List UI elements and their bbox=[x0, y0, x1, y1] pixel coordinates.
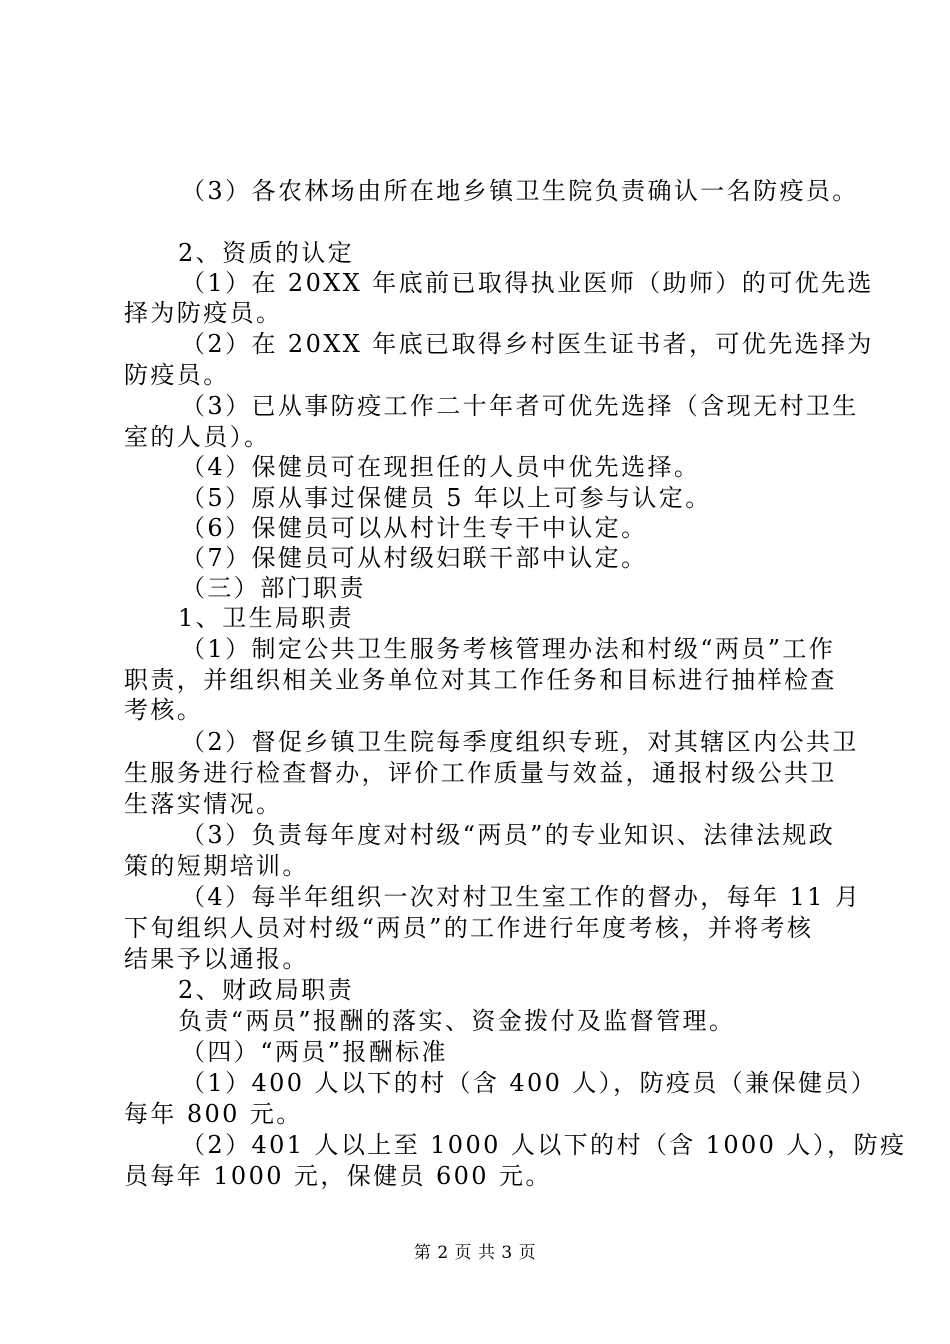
paragraph-line: （1）制定公共卫生服务考核管理办法和村级“两员”工作 bbox=[181, 635, 836, 663]
paragraph-line: 员每年 1000 元，保健员 600 元。 bbox=[124, 1162, 552, 1190]
paragraph-line: 每年 800 元。 bbox=[124, 1100, 303, 1128]
section-heading: 2、资质的认定 bbox=[178, 239, 355, 267]
paragraph-line: 室的人员）。 bbox=[124, 423, 271, 451]
paragraph-line: （3）各农林场由所在地乡镇卫生院负责确认一名防疫员。 bbox=[181, 177, 859, 205]
paragraph-line: （7）保健员可从村级妇联干部中认定。 bbox=[181, 544, 648, 572]
paragraph-line: （5）原从事过保健员 5 年以上可参与认定。 bbox=[181, 484, 712, 512]
paragraph-line: 防疫员。 bbox=[124, 361, 230, 389]
section-heading: 2、财政局职责 bbox=[178, 976, 355, 1004]
paragraph-line: 择为防疫员。 bbox=[124, 299, 283, 327]
paragraph-line: （1）在 20XX 年底前已取得执业医师（助师）的可优先选 bbox=[181, 269, 874, 297]
paragraph-line: 生服务进行检查督办，评价工作质量与效益，通报村级公共卫 bbox=[124, 759, 837, 787]
paragraph-line: （4）保健员可在现担任的人员中优先选择。 bbox=[181, 453, 701, 481]
paragraph-line: 下旬组织人员对村级“两员”的工作进行年度考核，并将考核 bbox=[124, 914, 814, 942]
paragraph-line: （2）401 人以上至 1000 人以下的村（含 1000 人），防疫 bbox=[181, 1131, 907, 1159]
paragraph-line: 职责，并组织相关业务单位对其工作任务和目标进行抽样检查 bbox=[124, 666, 837, 694]
page-footer: 第 2 页 共 3 页 bbox=[413, 1243, 537, 1263]
paragraph-line: （3）已从事防疫工作二十年者可优先选择（含现无村卫生 bbox=[181, 392, 859, 420]
paragraph-line: （6）保健员可以从村计生专干中认定。 bbox=[181, 514, 648, 542]
paragraph-line: （1）400 人以下的村（含 400 人），防疫员（兼保健员） bbox=[181, 1069, 878, 1097]
section-heading: （四）“两员”报酬标准 bbox=[181, 1038, 448, 1066]
paragraph-line: 生落实情况。 bbox=[124, 790, 283, 818]
paragraph-line: （2）在 20XX 年底已取得乡村医生证书者，可优先选择为 bbox=[181, 330, 874, 358]
paragraph-line: 策的短期培训。 bbox=[124, 852, 309, 880]
paragraph-line: （2）督促乡镇卫生院每季度组织专班，对其辖区内公共卫 bbox=[181, 728, 859, 756]
paragraph-line: （4）每半年组织一次对村卫生室工作的督办，每年 11 月 bbox=[181, 883, 862, 911]
section-heading: （三）部门职责 bbox=[181, 574, 366, 602]
paragraph-line: 考核。 bbox=[124, 696, 204, 724]
paragraph-line: （3）负责每年度对村级“两员”的专业知识、法律法规政 bbox=[181, 821, 836, 849]
paragraph-line: 结果予以通报。 bbox=[124, 945, 309, 973]
paragraph-line: 负责“两员”报酬的落实、资金拨付及监督管理。 bbox=[178, 1007, 736, 1035]
section-heading: 1、卫生局职责 bbox=[178, 604, 355, 632]
